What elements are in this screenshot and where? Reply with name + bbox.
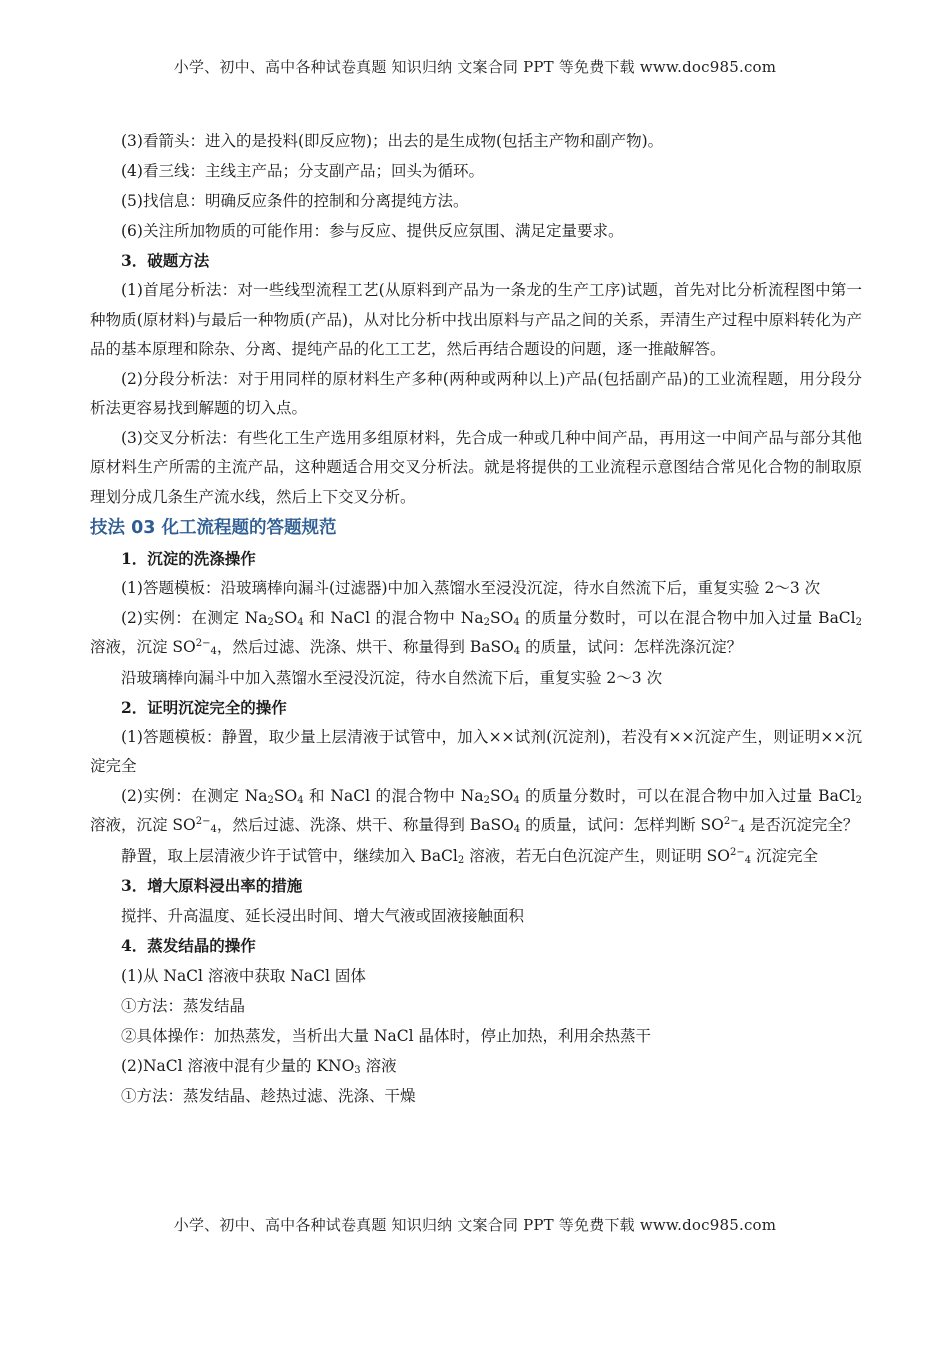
page-content xyxy=(90,126,862,1111)
s4-line-5: ①方法：蒸发结晶、趁热过滤、洗涤、干燥 xyxy=(121,1086,416,1105)
s1-answer: 沿玻璃棒向漏斗中加入蒸馏水至浸没沉淀，待水自然流下后，重复实验 2～3 次 xyxy=(121,668,663,687)
s2-heading: 2．证明沉淀完全的操作 xyxy=(121,697,287,717)
s1-template: (1)答题模板：沿玻璃棒向漏斗(过滤器)中加入蒸馏水至浸没沉淀，待水自然流下后，重复实验 2～3 次 xyxy=(121,579,821,597)
s2-template: (1)答题模板：静置，取少量上层清液于试管中，加入××试剂(沉淀剂)，若没有××沉淀产生，则证明××沉淀完全 xyxy=(90,727,862,775)
s2-example: (2)实例：在测定 $Na_2SO_4$ 和 NaCl 的混合物中 $Na_2SO_4$ 的质量分数时，可以在混合物中加入过量 BaCl$_2$ 溶液，沉淀 $SO^{2-}_4$，然后过滤、洗涤、烘干、称量得到 BaSO$_4$ 的质量，试问：怎样判断 $SO^{2-}_4$ 是否沉淀完全？ xyxy=(90,786,862,835)
method-cross-analysis: (3)交叉分析法：有些化工生产选用多组原材料，先合成一种或几种中间产品，再用这一中间产品与部分其他原材料生产所需的主流产品，这种题适合用交叉分析法。就是将提供的工业流程示意图结合常见化合物的制取原理划分成几条生产流水线，然后上下交叉分析。 xyxy=(90,428,862,506)
s4-line-3: ②具体操作：加热蒸发，当析出大量 NaCl 晶体时，停止加热，利用余热蒸干 xyxy=(121,1026,651,1045)
page-header: 小学、初中、高中各种试卷真题 知识归纳 文案合同 PPT 等免费下载 www.doc985.com xyxy=(173,58,777,76)
s4-line-4: (2)NaCl 溶液中混有少量的 $KNO_3$ 溶液 xyxy=(121,1056,397,1076)
intro-item-6: (6)关注所加物质的可能作用：参与反应、提供反应氛围、满足定量要求。 xyxy=(121,222,624,240)
s3-heading: 3．增大原料浸出率的措施 xyxy=(121,875,303,895)
intro-item-4: (4)看三线：主线主产品；分支副产品；回头为循环。 xyxy=(121,162,484,180)
s2-answer: 静置，取上层清液少许于试管中，继续加入 BaCl$_2$ 溶液，若无白色沉淀产生，则证明 $SO^{2-}_4$ 沉淀完全 xyxy=(121,846,819,866)
s3-text: 搅拌、升高温度、延长浸出时间、增大气液或固液接触面积 xyxy=(121,906,525,925)
s1-example: (2)实例：在测定 $Na_2SO_4$ 和 NaCl 的混合物中 $Na_2SO_4$ 的质量分数时，可以在混合物中加入过量 BaCl$_2$ 溶液，沉淀 $SO^{2-}_4$，然后过滤、洗涤、烘干、称量得到 BaSO$_4$ 的质量，试问：怎样洗涤沉淀？ xyxy=(90,608,862,657)
s4-line-1: (1)从 NaCl 溶液中获取 NaCl 固体 xyxy=(121,966,366,985)
s4-line-2: ①方法：蒸发结晶 xyxy=(121,996,246,1015)
page-footer: 小学、初中、高中各种试卷真题 知识归纳 文案合同 PPT 等免费下载 www.doc985.com xyxy=(173,1216,777,1234)
methods-heading: 3．破题方法 xyxy=(121,251,210,270)
method-segment-analysis: (2)分段分析法：对于用同样的原材料生产多种(两种或两种以上)产品(包括副产品)的工业流程题，用分段分析法更容易找到解题的切入点。 xyxy=(90,369,862,417)
method-head-tail-analysis: (1)首尾分析法：对一些线型流程工艺(从原料到产品为一条龙的生产工序)试题，首先对比分析流程图中第一种物质(原材料)与最后一种物质(产品)，从对比分析中找出原料与产品之间的关系，弄清生产过程中原料转化为产品的基本原理和除杂、分离、提纯产品的化工工艺，然后再结合题设的问题，逐一推敲解答。 xyxy=(90,281,862,358)
s4-heading: 4．蒸发结晶的操作 xyxy=(121,935,256,955)
intro-item-5: (5)找信息：明确反应条件的控制和分离提纯方法。 xyxy=(121,192,469,210)
s1-heading: 1．沉淀的洗涤操作 xyxy=(121,549,256,568)
intro-item-3: (3)看箭头：进入的是投料(即反应物)；出去的是生成物(包括主产物和副产物)。 xyxy=(121,132,664,150)
section-title: 技法 03 化工流程题的答题规范 xyxy=(90,518,337,538)
